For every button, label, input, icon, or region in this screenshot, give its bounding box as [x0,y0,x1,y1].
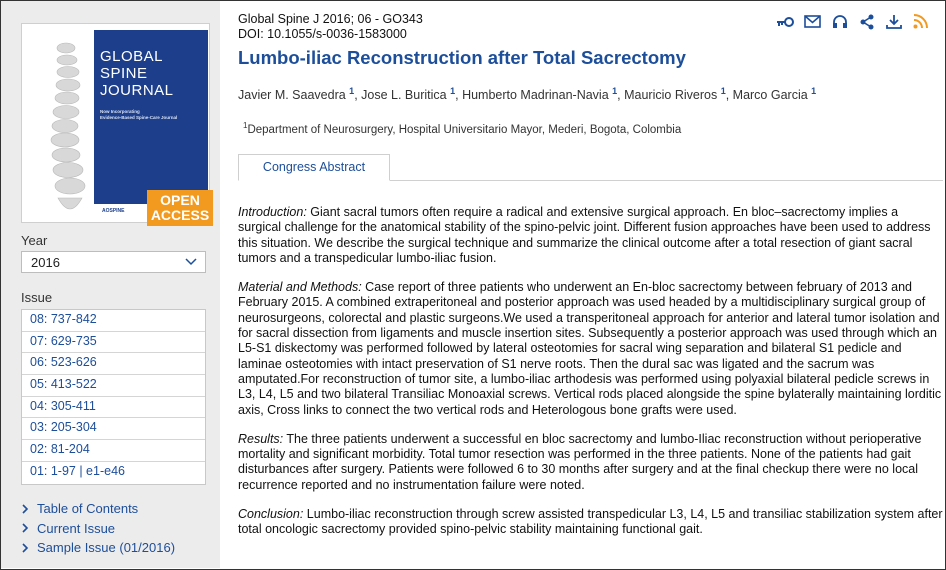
spine-illustration [30,30,88,220]
issue-item[interactable]: 05: 413-522 [22,375,205,397]
issue-list [21,309,206,485]
abstract-introduction: Introduction: Giant sacral tumors often require a radical and extensive surgical approach. En bloc–sacrectomy implies a surgical challenge for the anatomical stability of the spino-pelvic joint. Different fusion approaches have been used to address this situation. We describe the surgical technique and summarize the clinical outcome after a total resection of giant sacral tumors and a transpedicular lumbo-iliac fusion. [238,205,931,265]
email-icon[interactable] [803,13,822,30]
cover-title: GLOBAL SPINE JOURNAL [100,48,174,99]
article-title: Lumbo-iliac Reconstruction after Total Sacrectomy [238,47,686,68]
author-affiliation-link[interactable]: 1 [349,86,355,96]
abstract-conclusion: Conclusion: Lumbo-iliac reconstruction through screw assisted transpedicular L3, L4, L5 and transiliac stabilization system after total oncologic sacrectomy provided spino-pelvic stability maintaining functional gait. [238,507,943,537]
issue-item[interactable]: 07: 629-735 [22,332,205,354]
author-name[interactable]: Jose L. Buritica [361,88,447,103]
chevron-right-icon [21,543,31,553]
issue-item[interactable]: 01: 1-97 | e1-e46 [30,463,125,478]
affiliation-text: Department of Neurosurgery, Hospital Universitario Mayor, Mederi, Bogota, Colombia [247,123,682,136]
chevron-right-icon [21,504,31,514]
abstract-methods: Material and Methods: Case report of three patients who underwent an En-bloc sacrectomy between february of 2013 and February 2015. A combined extraperitoneal and posterior approach was used headed by a multidisciplinary surgical group of neurosurgeons, colorectal and plastic surgeons.We used a transperitoneal approach for anterior and lateral tumor isolation and for sacral dissection from ligaments and muscle insertion sites. Subsequently a posterior approach was used through which an L5-S1 diskectomy was performed followed by lateral osteotomies for sacral wing separation and bilateral S1 pedicle and laminae osteotomies with intact preservation of S1 nerve roots. Then the dural sac was ligated and the sacrum was amputated.For reconstruction of tumor site, a lumbo-iliac arthodesis was performed using polyaxial bilateral pedicle screws in L3, L4, L5 and two bilateral Transiliac Monoaxial screws. Vertical rods placed alongside the spine bylaterally maintaining lorditic axis, Cross links to connect the two vertical rods and Heterologous bone grafts were used. [238,280,942,417]
author-affiliation-link[interactable]: 1 [450,86,456,96]
author-affiliation-link[interactable]: 1 [612,86,618,96]
download-icon[interactable] [884,13,903,30]
issue-item[interactable]: 03: 205-304 [22,418,205,440]
chevron-right-icon [21,523,31,533]
cover-subtitle: Now Incorporating Evidence-Based Spine-Care Journal [100,109,178,120]
issue-label: Issue [21,290,53,305]
year-select[interactable] [21,251,206,273]
link-label: Sample Issue (01/2016) [37,540,176,556]
aospine-logo: AOSPINE [102,208,125,214]
article-toolbar [776,13,930,30]
rss-icon[interactable] [911,13,930,30]
affiliation [243,121,681,136]
author-name[interactable]: Marco Garcia [732,88,808,103]
doi: DOI: 10.1055/s-0036-1583000 [238,27,407,41]
citation: Global Spine J 2016; 06 - GO343 [238,12,423,26]
issue-item[interactable]: 06: 523-626 [22,353,205,375]
author-name[interactable]: Humberto Madrinan-Navia [462,88,609,103]
headset-icon[interactable] [830,13,849,30]
abstract-results: Results: The three patients underwent a successful en bloc sacrectomy and lumbo-Iliac reconstruction without perioperative mortality and significant morbidity. Total tumor resection was performed in the three patients. None of the patients had gait disturbances after surgery. Patients were followed 6 to 30 months after surgery and at the final checkup there were no local recurrence reported and no instrumentation failure were noted. [238,431,922,492]
link-label: Table of Contents [37,501,139,517]
author-affiliation-link[interactable]: 1 [720,86,726,96]
table-of-contents-link[interactable] [21,499,175,519]
open-access-badge: OPEN ACCESS [147,190,213,226]
issue-item[interactable]: 02: 81-204 [22,440,205,462]
affiliation-number: 1 [243,121,248,130]
year-label: Year [21,233,48,248]
share-icon[interactable] [857,13,876,30]
issue-item[interactable]: 08: 737-842 [22,310,205,332]
key-icon[interactable] [776,13,795,30]
sample-issue-link[interactable] [21,538,175,558]
issue-item[interactable]: 04: 305-411 [22,397,205,419]
author-name[interactable]: Mauricio Riveros [624,88,718,103]
abstract-body [238,205,944,552]
sidebar-links [21,499,175,558]
chevron-down-icon [185,255,197,267]
link-label: Current Issue [37,520,116,536]
author-list: Javier M. Saavedra $^1$, Jose L. Buritica $^1$, Humberto Madrinan-Navia $^1$, Mauricio Riveros $^1$, Marco Garcia $^1$ [238,86,817,103]
author-name[interactable]: Javier M. Saavedra [238,88,346,103]
year-select-value: 2016 [31,255,60,270]
tab-congress-abstract[interactable]: Congress Abstract [238,154,390,181]
sidebar [1,1,220,568]
current-issue-link[interactable] [21,519,175,539]
author-affiliation-link[interactable]: 1 [811,86,817,96]
